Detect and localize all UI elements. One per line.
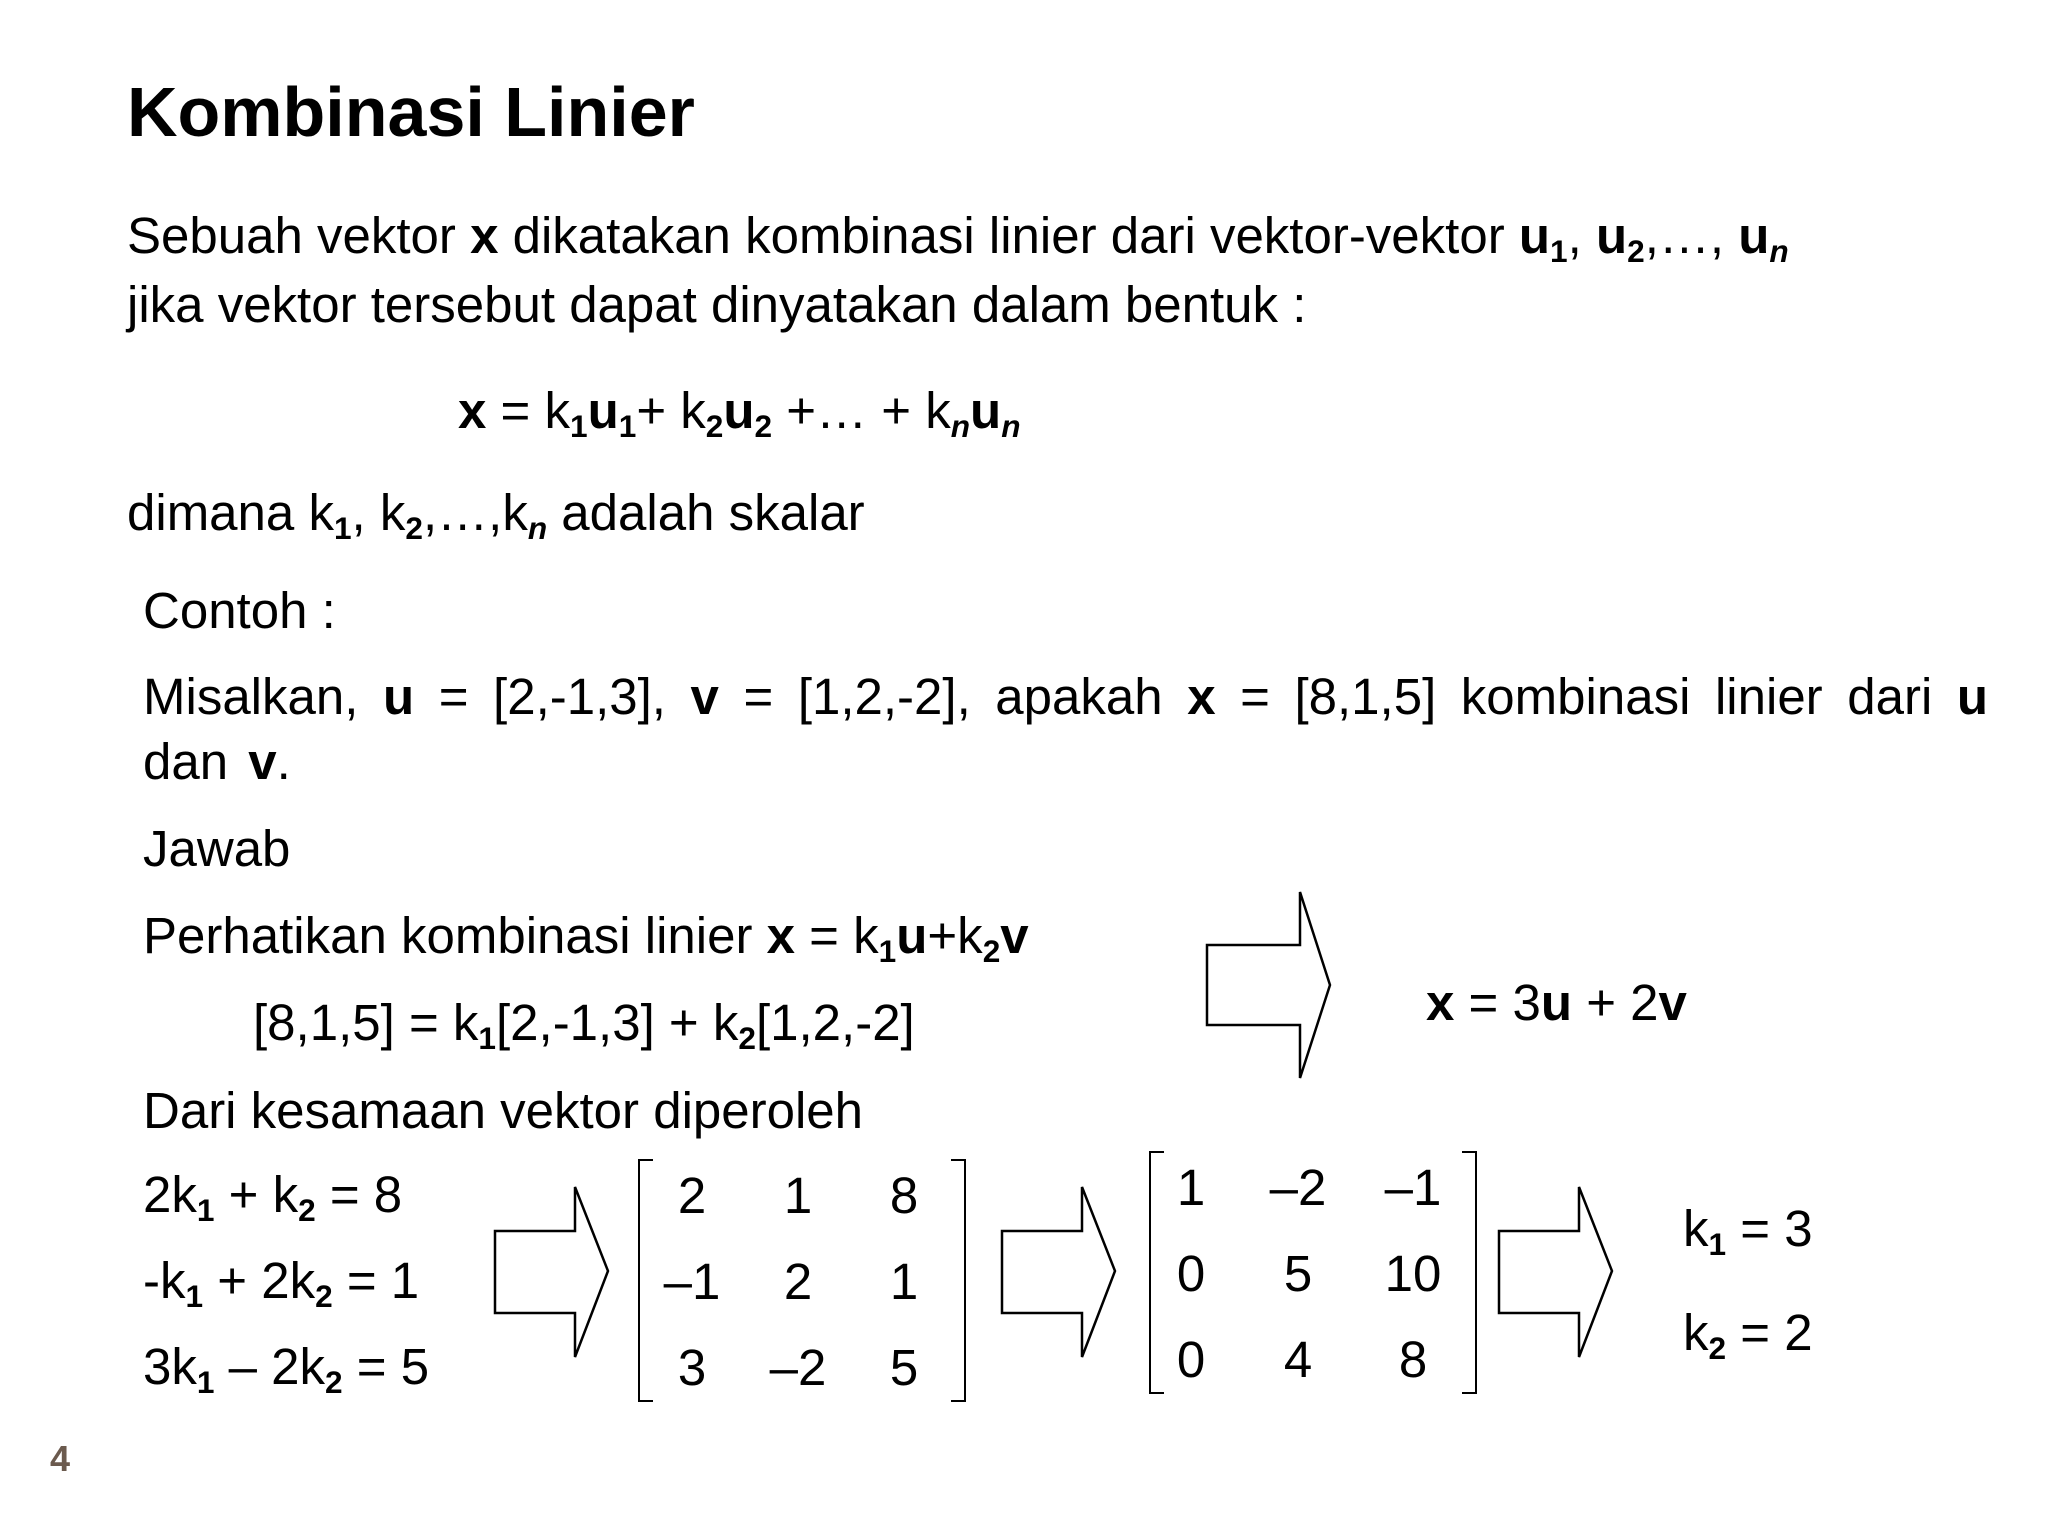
equality-text: Dari kesamaan vektor diperoleh bbox=[143, 1082, 864, 1139]
matrix-cell: 1 bbox=[783, 1167, 813, 1224]
subscript: 1 bbox=[196, 1363, 215, 1400]
text: = k bbox=[795, 907, 879, 964]
subscript: 2 bbox=[754, 407, 773, 444]
matrix-cell: –2 bbox=[1269, 1159, 1327, 1216]
vector-u: u bbox=[723, 382, 755, 439]
text: dikatakan kombinasi linier dari vektor-vektor bbox=[498, 207, 1519, 264]
subscript: 1 bbox=[1708, 1225, 1727, 1262]
subscript: 2 bbox=[1627, 232, 1645, 269]
text: dimana k bbox=[127, 484, 334, 541]
matrix-cell: –2 bbox=[769, 1339, 827, 1396]
equation-2 bbox=[143, 1250, 420, 1314]
subscript: 2 bbox=[315, 1277, 333, 1314]
text: = k bbox=[486, 382, 570, 439]
text: dan bbox=[143, 733, 249, 791]
subscript: n bbox=[1769, 232, 1789, 269]
linear-combination-formula bbox=[458, 380, 1021, 444]
text: = [1,2,-2], apakah bbox=[718, 668, 1188, 725]
text: = 3 bbox=[1454, 974, 1541, 1031]
subscript: 2 bbox=[982, 932, 1001, 969]
vector-u: u bbox=[382, 668, 415, 725]
text: . bbox=[276, 733, 291, 791]
matrix-cell: 4 bbox=[1283, 1331, 1313, 1388]
text: +k bbox=[927, 907, 983, 964]
vector-u: u bbox=[1518, 207, 1551, 264]
example-heading: Contoh : bbox=[143, 582, 336, 639]
matrix-cell: 1 bbox=[889, 1253, 919, 1310]
vector-v: v bbox=[690, 668, 719, 725]
text: + k bbox=[214, 1166, 299, 1223]
matrix-cell: 2 bbox=[783, 1253, 813, 1310]
vector-v: v bbox=[1000, 907, 1029, 964]
text: +… + k bbox=[772, 382, 951, 439]
vector-u: u bbox=[1956, 668, 1988, 725]
equation-1 bbox=[143, 1164, 403, 1228]
text: [2,-1,3] + k bbox=[496, 994, 739, 1051]
vector-x: x bbox=[1187, 668, 1216, 725]
matrix-cell: –1 bbox=[1384, 1159, 1442, 1216]
vector-u: u bbox=[1738, 207, 1770, 264]
augmented-matrix bbox=[637, 1158, 967, 1403]
subscript: 1 bbox=[878, 932, 897, 969]
subscript: 1 bbox=[1550, 232, 1568, 269]
matrix-cell: 0 bbox=[1176, 1331, 1206, 1388]
text: Perhatikan kombinasi linier bbox=[143, 907, 767, 964]
text: 3k bbox=[143, 1338, 197, 1395]
subscript: 1 bbox=[478, 1019, 496, 1056]
vector-u: u bbox=[1540, 974, 1573, 1031]
example-problem bbox=[143, 664, 1988, 795]
text: = 3 bbox=[1726, 1200, 1813, 1257]
right-arrow-icon bbox=[1497, 1185, 1617, 1360]
matrix-cell: 8 bbox=[889, 1167, 919, 1224]
vector-u: u bbox=[587, 382, 619, 439]
vector-x: x bbox=[458, 382, 487, 439]
matrix-cell: 2 bbox=[677, 1167, 707, 1224]
vector-u: u bbox=[970, 382, 1002, 439]
reduced-matrix bbox=[1148, 1150, 1478, 1395]
subscript: 1 bbox=[333, 509, 352, 546]
vector-v: v bbox=[248, 733, 277, 791]
subscript: 1 bbox=[618, 407, 637, 444]
subscript: 2 bbox=[738, 1019, 756, 1056]
text: = 1 bbox=[332, 1252, 420, 1309]
text: + 2k bbox=[203, 1252, 316, 1309]
text: [8,1,5] = k bbox=[253, 994, 479, 1051]
text: = [8,1,5] kombinasi linier dari bbox=[1215, 668, 1957, 725]
scalar-line bbox=[127, 482, 865, 546]
solution-k2 bbox=[1683, 1302, 1813, 1366]
subscript: n bbox=[950, 407, 971, 444]
text: , bbox=[1567, 207, 1596, 264]
vector-u: u bbox=[1595, 207, 1628, 264]
page-number: 4 bbox=[50, 1438, 71, 1479]
solution-k1 bbox=[1683, 1198, 1813, 1262]
matrix-cell: –1 bbox=[663, 1253, 721, 1310]
text: 2k bbox=[143, 1166, 197, 1223]
text: k bbox=[1683, 1200, 1709, 1257]
slide-title: Kombinasi Linier bbox=[127, 73, 695, 151]
text: ,…,k bbox=[422, 484, 528, 541]
right-arrow-icon bbox=[1205, 890, 1335, 1080]
text: [1,2,-2] bbox=[755, 994, 915, 1051]
subscript: 1 bbox=[570, 407, 588, 444]
definition-line-1 bbox=[127, 205, 1789, 269]
subscript: 1 bbox=[185, 1277, 204, 1314]
text: ,…, bbox=[1644, 207, 1739, 264]
text: + k bbox=[636, 382, 706, 439]
matrix-cell: 3 bbox=[677, 1339, 707, 1396]
text: k bbox=[1683, 1304, 1709, 1361]
subscript: 2 bbox=[325, 1363, 343, 1400]
consider-line bbox=[143, 905, 1029, 969]
vector-v: v bbox=[1658, 974, 1687, 1031]
text: – 2k bbox=[214, 1338, 326, 1395]
subscript: n bbox=[527, 509, 548, 546]
text: + 2 bbox=[1572, 974, 1659, 1031]
subscript: 2 bbox=[705, 407, 724, 444]
matrix-cell: 0 bbox=[1176, 1245, 1206, 1302]
subscript: 2 bbox=[405, 509, 423, 546]
text: = 8 bbox=[315, 1166, 403, 1223]
text: , k bbox=[351, 484, 406, 541]
matrix-cell: 5 bbox=[889, 1339, 919, 1396]
answer-heading: Jawab bbox=[143, 820, 291, 877]
definition-line-2: jika vektor tersebut dapat dinyatakan dalam bentuk : bbox=[127, 276, 1307, 333]
substitution-line bbox=[253, 992, 915, 1056]
equation-3 bbox=[143, 1336, 430, 1400]
subscript: n bbox=[1001, 407, 1021, 444]
subscript: 2 bbox=[1708, 1329, 1727, 1366]
vector-x: x bbox=[766, 907, 796, 964]
matrix-cell: 8 bbox=[1398, 1331, 1428, 1388]
text: = 2 bbox=[1726, 1304, 1813, 1361]
vector-x: x bbox=[1426, 974, 1455, 1031]
matrix-cell: 5 bbox=[1283, 1245, 1313, 1302]
text: -k bbox=[143, 1252, 186, 1309]
result-combination bbox=[1426, 972, 1687, 1033]
subscript: 2 bbox=[298, 1191, 316, 1228]
matrix-cell: 1 bbox=[1176, 1159, 1206, 1216]
vector-u: u bbox=[896, 907, 928, 964]
right-arrow-icon bbox=[1000, 1185, 1120, 1360]
vector-x: x bbox=[470, 207, 499, 264]
text: = [2,-1,3], bbox=[414, 668, 691, 725]
text: Sebuah vektor bbox=[127, 207, 471, 264]
text: = 5 bbox=[342, 1338, 430, 1395]
text: Misalkan, bbox=[143, 668, 383, 725]
text: adalah skalar bbox=[547, 484, 865, 541]
right-arrow-icon bbox=[493, 1185, 613, 1360]
subscript: 1 bbox=[196, 1191, 215, 1228]
matrix-cell: 10 bbox=[1384, 1245, 1442, 1302]
